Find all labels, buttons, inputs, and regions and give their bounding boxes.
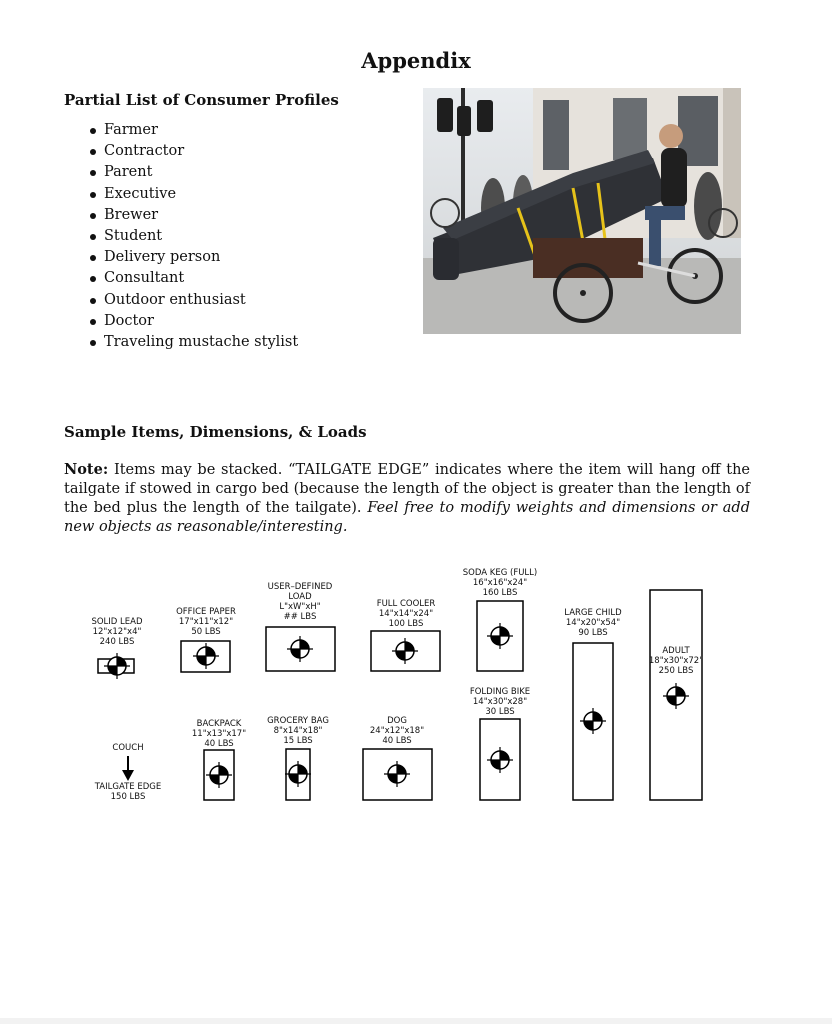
label-line: 100 LBS [388,619,424,629]
center-of-gravity-icon [285,761,311,787]
center-of-gravity-icon [193,643,219,669]
label-line: 14"x14"x24" [378,609,434,619]
label-line: LOAD [288,592,312,602]
list-item: Consultant [86,268,298,289]
list-item: Student [86,226,298,247]
backpack-item [192,719,246,800]
label-line: COUCH [112,743,144,753]
user-defined-load-item [266,582,335,671]
label-line: LARGE CHILD [564,608,622,618]
label-line: 14"x20"x54" [565,618,621,628]
label-line: 40 LBS [204,739,234,749]
center-of-gravity-icon [580,708,606,734]
center-of-gravity-icon [287,636,313,662]
soda-keg-item [463,568,537,671]
label-line: 50 LBS [191,627,221,637]
arrow-head-icon [122,770,134,781]
items-diagram [0,560,832,820]
folding-bike-item [470,687,530,800]
center-of-gravity-icon [206,762,232,788]
label-line: 18"x30"x72" [648,656,704,666]
label-line: GROCERY BAG [267,716,329,726]
list-item: Outdoor enthusiast [86,290,298,311]
label-line: OFFICE PAPER [176,607,236,617]
center-of-gravity-icon [487,623,513,649]
list-item: Executive [86,184,298,205]
note-label: Note: [64,461,109,478]
items-heading: Sample Items, Dimensions, & Loads [64,423,367,441]
label-line: FULL COOLER [376,599,436,609]
center-of-gravity-icon [104,653,130,679]
label-line: 150 LBS [110,792,146,802]
label-line: 16"x16"x24" [472,578,528,588]
label-line: 15 LBS [283,736,313,746]
cargo-bike-illustration [423,88,741,334]
label-line: 11"x13"x17" [191,729,247,739]
label-line: 40 LBS [382,736,412,746]
label-line: 24"x12"x18" [369,726,425,736]
label-line: FOLDING BIKE [469,687,531,697]
label-line: 17"x11"x12" [178,617,234,627]
list-item: Doctor [86,311,298,332]
center-of-gravity-icon [384,761,410,787]
label-line: SODA KEG (FULL) [462,568,538,578]
label-line: BACKPACK [196,719,242,729]
label-line: TAILGATE EDGE [94,782,162,792]
page-bottom-edge [0,1018,832,1024]
profiles-heading: Partial List of Consumer Profiles [64,91,339,109]
label-line: DOG [387,716,407,726]
center-of-gravity-icon [663,683,689,709]
office-paper-item [176,607,236,672]
grocery-bag-item [267,716,329,800]
label-line: L"xW"xH" [279,602,321,612]
page-title: Appendix [361,48,471,73]
center-of-gravity-icon [487,747,513,773]
label-line: ADULT [662,646,690,656]
list-item: Delivery person [86,247,298,268]
adult-item [649,590,703,800]
label-line: 14"x30"x28" [472,697,528,707]
label-line: 250 LBS [658,666,694,676]
couch-item [94,743,161,802]
note-paragraph [64,460,750,537]
label-line: 160 LBS [482,588,518,598]
label-line: 30 LBS [485,707,515,717]
list-item: Parent [86,162,298,183]
list-item: Brewer [86,205,298,226]
label-line: 12"x12"x4" [92,627,142,637]
label-line: 240 LBS [99,637,135,647]
label-line: 90 LBS [578,628,608,638]
solid-lead-item [91,617,142,679]
note-italic: Feel free to modify weights and dimensions or add new objects as reasonable/interesting. [64,500,750,535]
cargo-bike-photo [423,88,741,334]
center-of-gravity-icon [392,638,418,664]
note-text: Items may be stacked. “TAILGATE EDGE” indicates where the item will hang off the tailgate if stowed in cargo bed (because the length of the object is greater than the length of the bed plus the length of the tailgate). [64,462,750,516]
list-item: Contractor [86,141,298,162]
label-line: ## LBS [283,612,317,622]
list-item: Farmer [86,120,298,141]
full-cooler-item [371,599,440,671]
label-line: 8"x14"x18" [273,726,323,736]
large-child-item [564,608,622,800]
label-line: SOLID LEAD [91,617,143,627]
dog-item [363,716,432,800]
label-line: USER–DEFINED [267,582,333,592]
list-item: Traveling mustache stylist [86,332,298,353]
profile-list [86,120,298,353]
